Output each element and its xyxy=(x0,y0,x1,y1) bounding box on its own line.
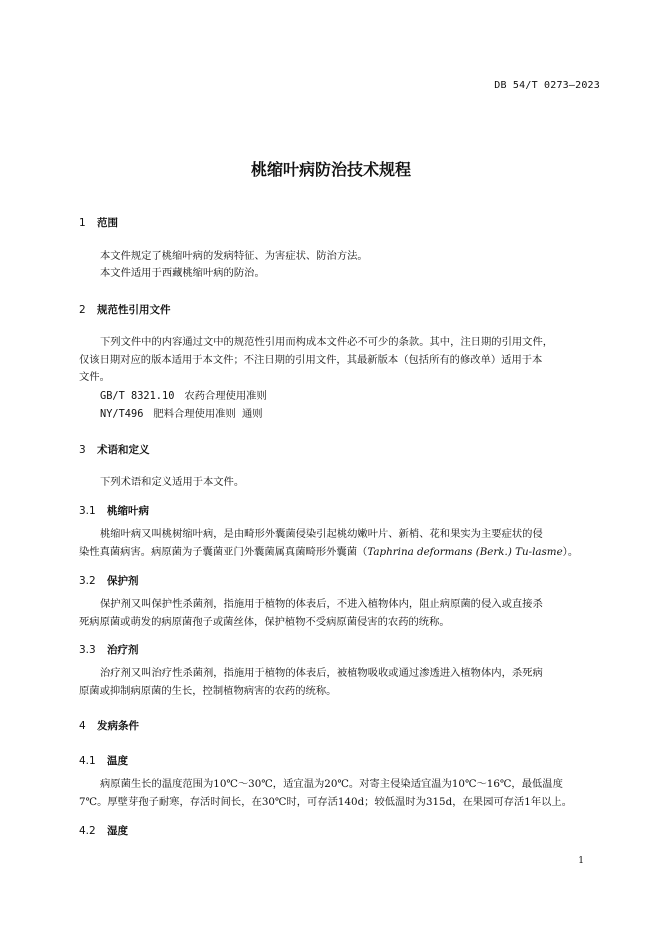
reference-title: 肥料合理使用准则 通则 xyxy=(153,408,263,420)
section-1-heading xyxy=(79,215,118,230)
section-number: 3 xyxy=(79,444,86,456)
term-3-1-heading xyxy=(79,503,149,518)
paragraph-line: 桃缩叶病又叫桃树缩叶病，是由畸形外囊菌侵染引起桃幼嫩叶片、新梢、花和果实为主要症状的侵 xyxy=(100,528,543,540)
term-title: 治疗剂 xyxy=(107,644,139,656)
term-title: 保护剂 xyxy=(107,575,139,587)
section-number: 2 xyxy=(79,304,86,316)
section-title: 术语和定义 xyxy=(97,444,150,456)
paragraph-line: 文件。 xyxy=(79,371,110,383)
reference-item xyxy=(100,387,267,402)
subsection-title: 湿度 xyxy=(107,825,128,837)
paragraph-text: 本文件适用于西藏桃缩叶病的防治。 xyxy=(100,267,265,279)
term-3-3-definition xyxy=(79,665,604,700)
section-number: 1 xyxy=(79,217,86,229)
section-2-paragraph xyxy=(79,334,604,387)
paragraph-line: 治疗剂又叫治疗性杀菌剂，指施用于植物的体表后，被植物吸收或通过渗透进入植物体内，杀死病 xyxy=(100,667,543,679)
subsection-4-2-heading xyxy=(79,823,128,838)
section-title: 范围 xyxy=(97,217,118,229)
paragraph-line: 下列文件中的内容通过文中的规范性引用而构成本文件必不可少的条款。其中，注日期的引用文件， xyxy=(100,336,554,348)
paragraph-text: 下列术语和定义适用于本文件。 xyxy=(100,476,245,488)
term-number: 3.2 xyxy=(79,575,96,587)
paragraph-line: 死病原菌或萌发的病原菌孢子或菌丝体，保护植物不受病原菌侵害的农药的统称。 xyxy=(79,615,450,628)
document-title: 桃缩叶病防治技术规程 xyxy=(250,160,411,179)
section-3-heading xyxy=(79,442,150,457)
section-3-paragraph xyxy=(79,474,604,492)
section-number: 4 xyxy=(79,720,86,732)
section-1-paragraph-1 xyxy=(79,248,604,266)
latin-name: Taphrina deformans (Berk.) Tu-lasme xyxy=(367,545,563,558)
paragraph-line: 仅该日期对应的版本适用于本文件；不注日期的引用文件，其最新版本（包括所有的修改单）适用于本 xyxy=(79,353,543,366)
subsection-4-1-heading xyxy=(79,753,128,768)
reference-code: NY/T496 xyxy=(100,408,144,420)
term-3-2-heading xyxy=(79,573,139,588)
term-number: 3.3 xyxy=(79,644,96,656)
subsection-number: 4.1 xyxy=(79,755,96,767)
term-3-1-definition xyxy=(79,526,604,561)
paragraph-text: 本文件规定了桃缩叶病的发病特征、为害症状、防治方法。 xyxy=(100,250,368,262)
term-title: 桃缩叶病 xyxy=(107,505,149,517)
reference-item xyxy=(100,405,263,420)
subsection-number: 4.2 xyxy=(79,825,96,837)
paragraph-line: 病原菌生长的温度范围为10℃～30℃，适宜温为20℃。对寄主侵染适宜温为10℃～16℃，最低温度 xyxy=(100,778,563,790)
paragraph-line: 染性真菌病害。病原菌为子囊菌亚门外囊菌属真菌畸形外囊菌（ xyxy=(79,545,368,558)
paragraph-line: 保护剂又叫保护性杀菌剂，指施用于植物的体表后，不进入植物体内，阻止病原菌的侵入或直接杀 xyxy=(100,598,543,610)
paragraph-line: ）。 xyxy=(562,545,579,558)
subsection-4-1-paragraph xyxy=(79,776,604,811)
reference-title: 农药合理使用准则 xyxy=(184,390,267,402)
term-3-2-definition xyxy=(79,596,604,631)
page-number: 1 xyxy=(578,856,584,866)
term-number: 3.1 xyxy=(79,505,96,517)
section-title: 规范性引用文件 xyxy=(97,304,171,316)
section-title: 发病条件 xyxy=(97,720,139,732)
section-2-heading xyxy=(79,302,171,317)
section-1-paragraph-2 xyxy=(79,265,604,283)
section-4-heading xyxy=(79,718,139,733)
paragraph-line: 原菌或抑制病原菌的生长，控制植物病害的农药的统称。 xyxy=(79,684,337,697)
standard-code: DB 54/T 0273—2023 xyxy=(494,80,600,91)
paragraph-line: 7℃。厚壁芽孢子耐寒，存活时间长，在30℃时，可存活140d；较低温时为315d，在果园可存活1年以上。 xyxy=(79,795,573,808)
reference-code: GB/T 8321.10 xyxy=(100,390,175,402)
subsection-title: 温度 xyxy=(107,755,128,767)
term-3-3-heading xyxy=(79,642,139,657)
